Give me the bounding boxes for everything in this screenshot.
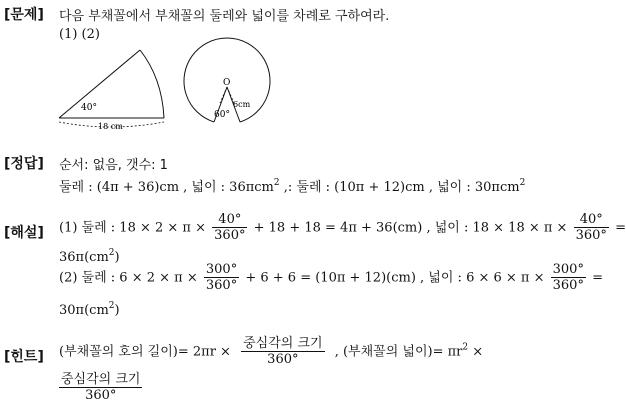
hint-line-1: (부채꼴의 호의 길이)= 2πr × $\frac{\text{중심각의 크기}}{360^\circ}$ , (부채꼴의 넓이)= $\pi r^2$ × <box>59 336 484 367</box>
answer-label: [정답] <box>4 156 44 172</box>
sector-figure-1 <box>59 50 164 131</box>
answer-line-2: 둘레 : (4π + 36)cm , 넓이 : 36πcm$^2$ ,: 둘레 : (10π + 12)cm , 넓이 : 30πcm$^2$ <box>59 178 526 195</box>
explanation-line-3: (2) 둘레 : 6 × 2 × π × $\frac{300^\circ}{360^\circ}$ + 6 + 6 = (10π + 12)(cm) , 넓이 : 6 × 6 × π × $\frac{300^\circ}{360^\circ}$ = <box>59 262 604 293</box>
fig2-angle: 60° <box>214 110 230 120</box>
problem-figures <box>54 40 274 132</box>
hint-label: [힌트] <box>4 349 44 365</box>
fraction: $\frac{40^\circ}{360^\circ}$ <box>575 212 607 243</box>
fig1-length: 18 cm <box>98 122 123 131</box>
hint-line-2 <box>59 372 142 404</box>
fraction: $\frac{\text{중심각의 크기}}{360^\circ}$ <box>61 372 141 403</box>
problem-label: [문제] <box>4 7 44 23</box>
explanation-label: [해설] <box>4 225 44 241</box>
explanation-line-2: $36\pi(cm^2)$ <box>59 248 120 265</box>
fig2-center: O <box>223 78 231 88</box>
fig2-length: 6cm <box>233 100 251 109</box>
fraction: $\frac{300^\circ}{360^\circ}$ <box>552 262 584 293</box>
problem-subparts: (1) (2) <box>59 27 100 42</box>
explanation-line-4: $30\pi(cm^2)$ <box>59 301 120 318</box>
fraction: $\frac{\text{중심각의 크기}}{360^\circ}$ <box>243 336 323 367</box>
sector-figure-2 <box>184 38 270 122</box>
problem-text: 다음 부채꼴에서 부채꼴의 둘레와 넓이를 차례로 구하여라. <box>59 9 390 24</box>
answer-line-1: 순서: 없음, 갯수: 1 <box>59 158 168 173</box>
explanation-line-1: (1) 둘레 : 18 × 2 × π × $\frac{40^\circ}{360^\circ}$ + 18 + 18 = 4π + 36(cm) , 넓이 : 18 × 18 × π × $\frac{40^\circ}{360^\circ}$ = <box>59 212 626 243</box>
fraction: $\frac{40^\circ}{360^\circ}$ <box>214 212 246 243</box>
fraction: $\frac{300^\circ}{360^\circ}$ <box>205 262 238 293</box>
fig1-angle: 40° <box>81 103 97 113</box>
